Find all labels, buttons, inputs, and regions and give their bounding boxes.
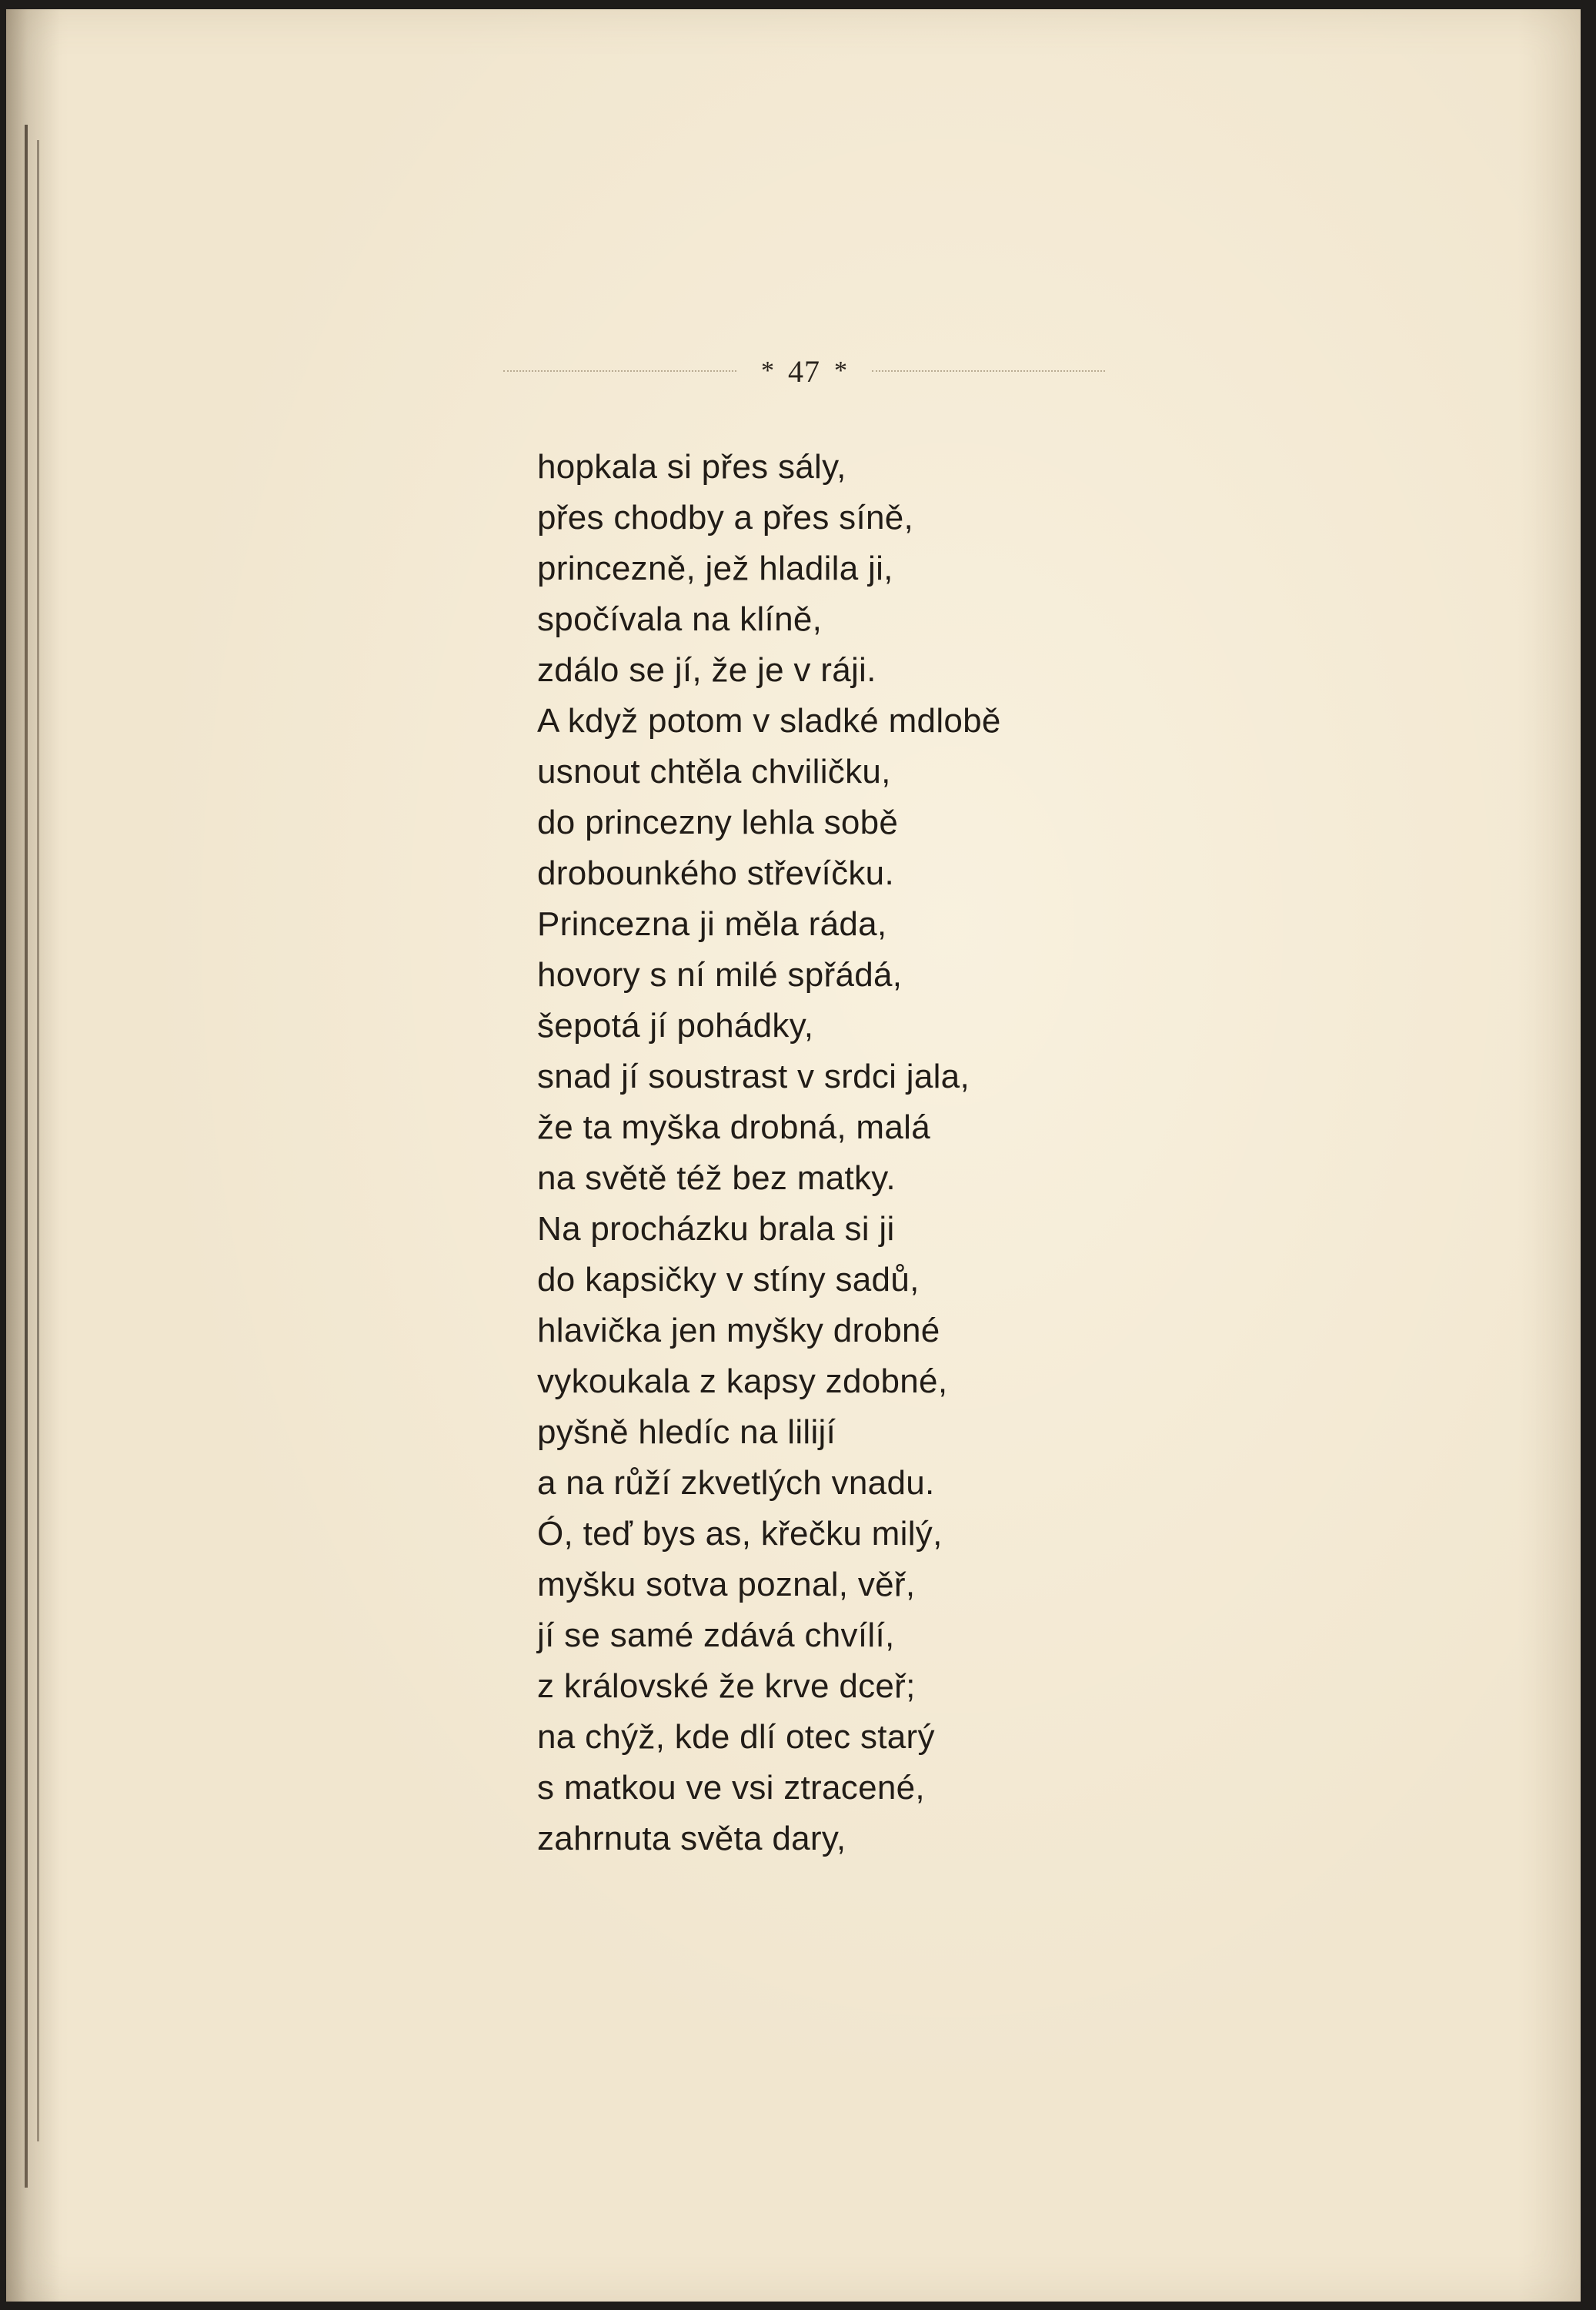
poem-line: Na procházku brala si ji (537, 1210, 895, 1248)
poem-line: do kapsičky v stíny sadů, (537, 1261, 920, 1299)
right-dotted-rule (872, 370, 1105, 372)
poem-line: do princezny lehla sobě (537, 804, 899, 841)
page-number: 47 (788, 353, 820, 389)
poem-line: A když potom v sladké mdlobě (537, 702, 1001, 740)
poem-line: pyšně hledíc na lilijí (537, 1413, 836, 1451)
poem-line: vykoukala z kapsy zdobné, (537, 1362, 948, 1400)
poem-line: šepotá jí pohádky, (537, 1007, 814, 1045)
poem-text (537, 442, 1137, 1864)
poem-line: jí se samé zdává chvílí, (537, 1616, 895, 1654)
poem-line: Princezna ji měla ráda, (537, 905, 887, 943)
poem-line: myšku sotva poznal, věř, (537, 1566, 916, 1603)
poem-line: hlavička jen myšky drobné (537, 1312, 940, 1349)
poem-line: zdálo se jí, že je v ráji. (537, 651, 876, 689)
running-head (492, 348, 1116, 394)
poem-line: usnout chtěla chviličku, (537, 753, 891, 791)
left-dotted-rule (503, 370, 736, 372)
poem-line: princezně, jež hladila ji, (537, 550, 893, 587)
poem-line: spočívala na klíně, (537, 600, 823, 638)
binding-thread-secondary (37, 140, 39, 2141)
poem-line: na světě též bez matky. (537, 1159, 896, 1197)
poem-line: zahrnuta světa dary, (537, 1820, 846, 1857)
binding-gutter (6, 9, 60, 2302)
poem-line: drobounkého střevíčku. (537, 854, 894, 892)
binding-thread (25, 125, 28, 2188)
poem-line: na chýž, kde dlí otec starý (537, 1718, 935, 1756)
poem-line: že ta myška drobná, malá (537, 1108, 930, 1146)
left-asterisk-ornament: * (761, 356, 774, 385)
poem-line: z královské že krve dceř; (537, 1667, 916, 1705)
poem-line: přes chodby a přes síně, (537, 499, 914, 537)
poem-line: Ó, teď bys as, křečku milý, (537, 1515, 943, 1553)
poem-line: snad jí soustrast v srdci jala, (537, 1058, 970, 1095)
right-asterisk-ornament: * (834, 356, 847, 385)
poem-line: s matkou ve vsi ztracené, (537, 1769, 925, 1807)
poem-line: a na růží zkvetlých vnadu. (537, 1464, 935, 1502)
poem-line: hopkala si přes sály, (537, 448, 846, 486)
poem-line: hovory s ní milé spřádá, (537, 956, 903, 994)
